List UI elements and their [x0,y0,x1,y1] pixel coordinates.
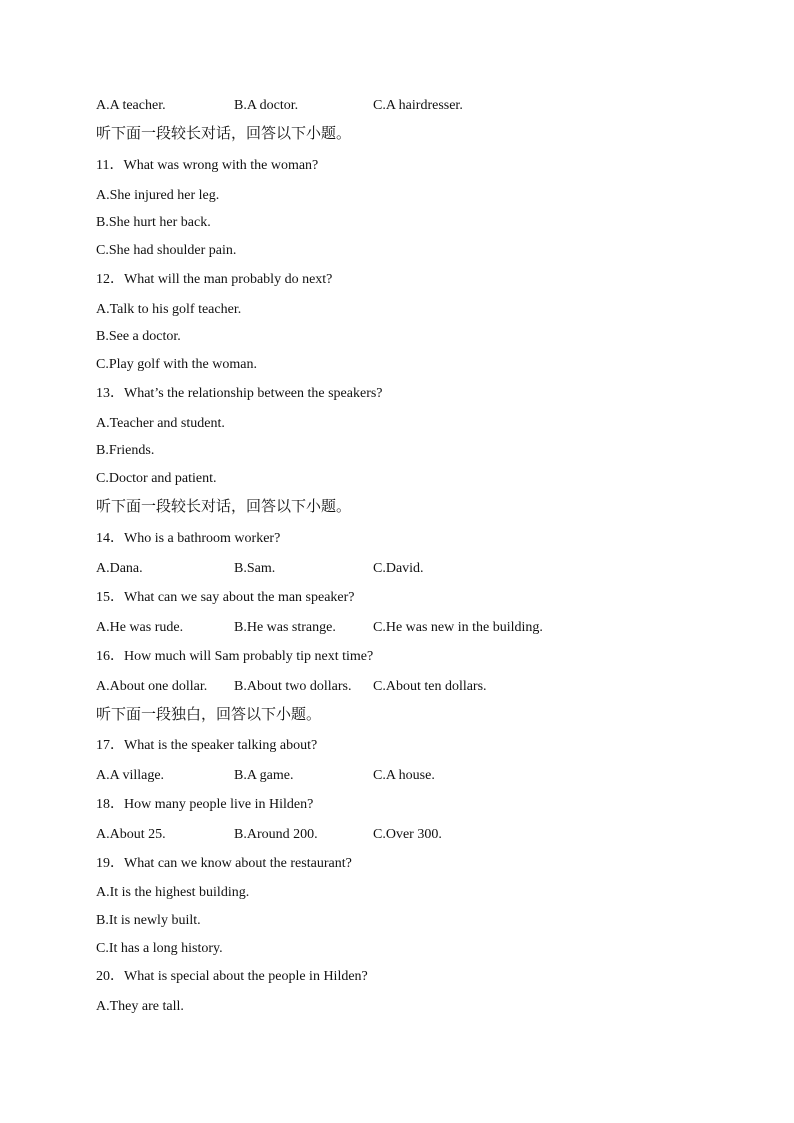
question-20: 20．What is special about the people in Hilden? [96,969,368,984]
q15-option-b: B.He was strange. [234,620,336,635]
q12-option-a: A.Talk to his golf teacher. [96,302,242,317]
q15-option-c: C.He was new in the building. [373,620,543,635]
q16-option-a: A.About one dollar. [96,679,208,694]
q16-option-c: C.About ten dollars. [373,679,487,694]
q12-option-c: C.Play golf with the woman. [96,357,257,372]
question-15: 15．What can we say about the man speaker? [96,590,355,605]
q14-option-b: B.Sam. [234,561,276,576]
question-16: 16．How much will Sam probably tip next time? [96,649,374,664]
question-13: 13．What’s the relationship between the speakers? [96,386,383,401]
question-19: 19．What can we know about the restaurant? [96,856,352,871]
q14-option-a: A.Dana. [96,561,143,576]
q17-option-c: C.A house. [373,768,435,783]
q13-option-a: A.Teacher and student. [96,416,225,431]
q15-option-a: A.He was rude. [96,620,184,635]
question-12: 12．What will the man probably do next? [96,272,333,287]
q13-option-b: B.Friends. [96,443,155,458]
q20-option-a: A.They are tall. [96,999,184,1014]
question-11: 11．What was wrong with the woman? [96,158,319,173]
q13-option-c: C.Doctor and patient. [96,471,217,486]
q18-option-a: A.About 25. [96,827,166,842]
question-14: 14．Who is a bathroom worker? [96,531,281,546]
q12-option-b: B.See a doctor. [96,329,181,344]
q16-option-b: B.About two dollars. [234,679,352,694]
section-heading-3: 听下面一段独白，回答以下小题。 [96,707,322,723]
q18-option-b: B.Around 200. [234,827,318,842]
q10-option-a: A.A teacher. [96,98,166,113]
q17-option-b: B.A game. [234,768,294,783]
question-17: 17．What is the speaker talking about? [96,738,318,753]
q11-option-c: C.She had shoulder pain. [96,243,237,258]
q11-option-b: B.She hurt her back. [96,215,211,230]
question-18: 18．How many people live in Hilden? [96,797,314,812]
section-heading-2: 听下面一段较长对话，回答以下小题。 [96,499,352,515]
section-heading-1: 听下面一段较长对话，回答以下小题。 [96,126,352,142]
q17-option-a: A.A village. [96,768,165,783]
q19-option-c: C.It has a long history. [96,941,223,956]
q10-option-c: C.A hairdresser. [373,98,463,113]
q11-option-a: A.She injured her leg. [96,188,220,203]
q19-option-b: B.It is newly built. [96,913,201,928]
q14-option-c: C.David. [373,561,424,576]
q19-option-a: A.It is the highest building. [96,885,250,900]
q10-option-b: B.A doctor. [234,98,299,113]
q18-option-c: C.Over 300. [373,827,442,842]
